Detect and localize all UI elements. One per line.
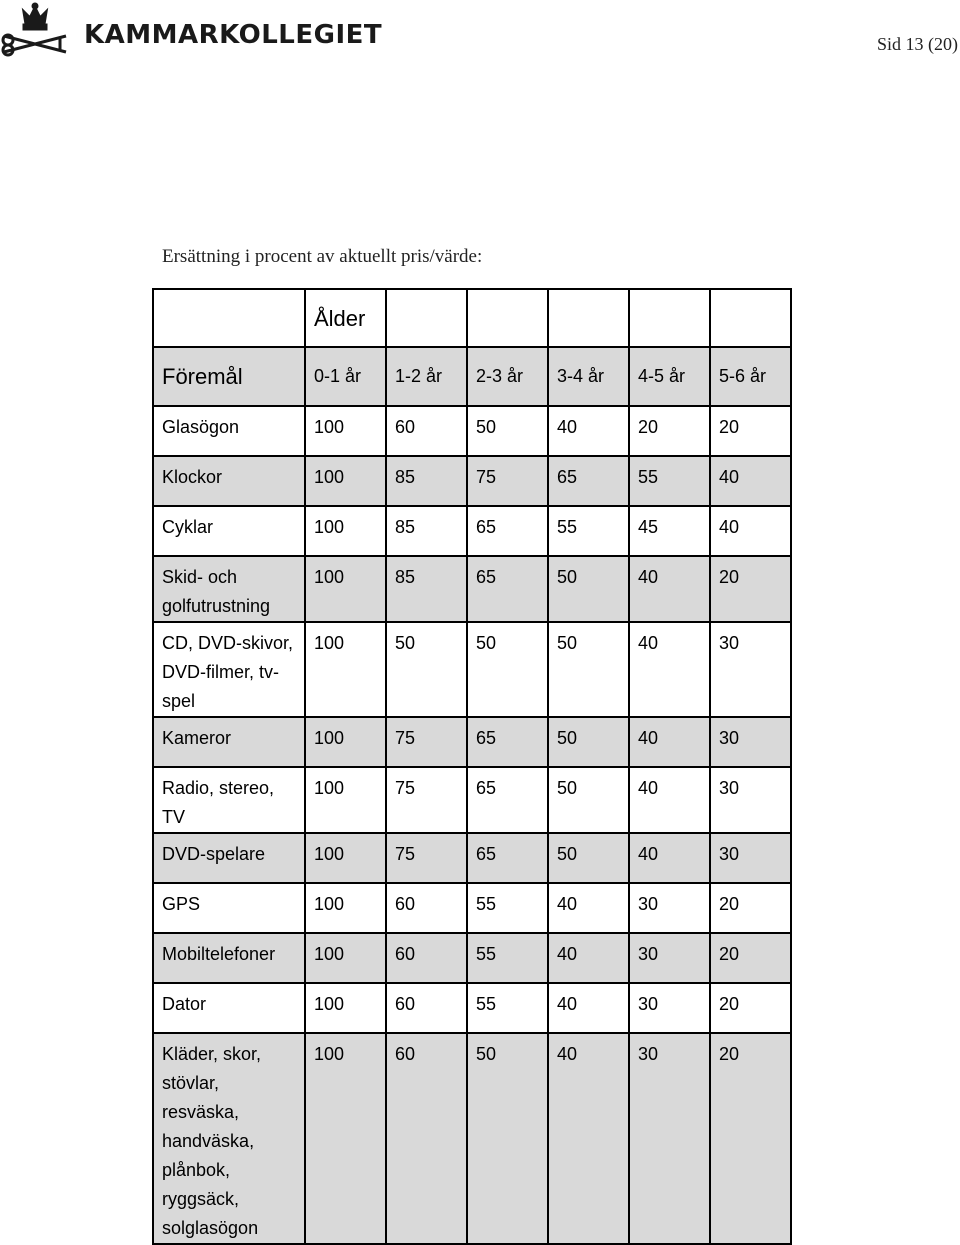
value-cell: 40 (548, 406, 629, 456)
value-cell: 100 (305, 456, 386, 506)
age-column-header: 5-6 år (710, 347, 791, 406)
value-cell: 85 (386, 506, 467, 556)
value-cell: 20 (710, 933, 791, 983)
value-cell: 50 (467, 622, 548, 717)
value-cell: 75 (386, 717, 467, 767)
value-cell: 55 (467, 883, 548, 933)
value-cell: 40 (629, 767, 710, 833)
value-cell: 100 (305, 933, 386, 983)
value-cell: 55 (629, 456, 710, 506)
value-cell: 30 (629, 1033, 710, 1244)
table-row (153, 767, 791, 833)
value-cell: 55 (467, 933, 548, 983)
value-cell: 40 (548, 883, 629, 933)
page-number: Sid 13 (20) (877, 34, 958, 54)
table-top-header-row (153, 289, 791, 347)
age-column-header: 1-2 år (386, 347, 467, 406)
value-cell: 40 (629, 556, 710, 622)
item-cell: Kameror (153, 717, 305, 767)
value-cell: 50 (548, 717, 629, 767)
table-row (153, 406, 791, 456)
table-row (153, 622, 791, 717)
value-cell: 65 (467, 767, 548, 833)
table-row (153, 717, 791, 767)
item-cell: Skid- och golfutrustning (153, 556, 305, 622)
value-cell: 45 (629, 506, 710, 556)
value-cell: 20 (710, 556, 791, 622)
value-cell: 65 (467, 833, 548, 883)
value-cell: 30 (710, 717, 791, 767)
table-row (153, 983, 791, 1033)
value-cell: 75 (386, 833, 467, 883)
age-column-header: 0-1 år (305, 347, 386, 406)
value-cell: 30 (710, 622, 791, 717)
value-cell: 40 (548, 983, 629, 1033)
table-row (153, 556, 791, 622)
value-cell: 30 (629, 933, 710, 983)
value-cell: 60 (386, 983, 467, 1033)
item-cell: Glasögon (153, 406, 305, 456)
item-cell: DVD-spelare (153, 833, 305, 883)
value-cell: 65 (467, 556, 548, 622)
value-cell: 65 (467, 506, 548, 556)
value-cell: 40 (548, 933, 629, 983)
age-column-header: 4-5 år (629, 347, 710, 406)
table-row (153, 506, 791, 556)
value-cell: 100 (305, 1033, 386, 1244)
value-cell: 20 (710, 983, 791, 1033)
value-cell: 50 (467, 1033, 548, 1244)
value-cell: 100 (305, 767, 386, 833)
value-cell: 20 (629, 406, 710, 456)
value-cell: 60 (386, 933, 467, 983)
value-cell: 60 (386, 883, 467, 933)
age-header: Ålder (305, 289, 386, 347)
value-cell: 75 (386, 767, 467, 833)
table-row (153, 1033, 791, 1244)
item-cell: Radio, stereo, TV (153, 767, 305, 833)
table-row (153, 456, 791, 506)
table-header-blank-cell (153, 289, 305, 347)
value-cell: 50 (467, 406, 548, 456)
table-column-header-row (153, 347, 791, 406)
item-cell: Kläder, skor, stövlar, resväska, handväska, plånbok, ryggsäck, solglasögon (153, 1033, 305, 1244)
value-cell: 50 (548, 556, 629, 622)
value-cell: 30 (710, 767, 791, 833)
age-column-header: 3-4 år (548, 347, 629, 406)
value-cell: 40 (710, 506, 791, 556)
item-cell: CD, DVD-skivor, DVD-filmer, tv-spel (153, 622, 305, 717)
value-cell: 100 (305, 883, 386, 933)
item-cell: Mobiltelefoner (153, 933, 305, 983)
value-cell: 30 (629, 883, 710, 933)
value-cell: 50 (548, 622, 629, 717)
value-cell: 75 (467, 456, 548, 506)
value-cell: 65 (467, 717, 548, 767)
value-cell: 40 (629, 622, 710, 717)
value-cell: 55 (467, 983, 548, 1033)
value-cell: 40 (710, 456, 791, 506)
value-cell: 40 (629, 717, 710, 767)
item-cell: Klockor (153, 456, 305, 506)
value-cell: 100 (305, 622, 386, 717)
value-cell: 85 (386, 556, 467, 622)
intro-text: Ersättning i procent av aktuellt pris/värde: (162, 246, 483, 267)
table-row (153, 833, 791, 883)
value-cell: 20 (710, 883, 791, 933)
value-cell: 100 (305, 556, 386, 622)
value-cell: 100 (305, 833, 386, 883)
value-cell: 55 (548, 506, 629, 556)
table-row (153, 933, 791, 983)
compensation-table (152, 288, 792, 1245)
value-cell: 65 (548, 456, 629, 506)
value-cell: 60 (386, 406, 467, 456)
value-cell: 50 (548, 767, 629, 833)
value-cell: 100 (305, 717, 386, 767)
value-cell: 20 (710, 1033, 791, 1244)
value-cell: 50 (548, 833, 629, 883)
value-cell: 50 (386, 622, 467, 717)
value-cell: 60 (386, 1033, 467, 1244)
kammarkollegiet-logo (0, 0, 383, 70)
value-cell: 100 (305, 983, 386, 1033)
item-cell: Cyklar (153, 506, 305, 556)
item-cell: GPS (153, 883, 305, 933)
item-header: Föremål (153, 347, 305, 406)
value-cell: 40 (629, 833, 710, 883)
crown-keys-icon (0, 0, 80, 64)
value-cell: 20 (710, 406, 791, 456)
value-cell: 85 (386, 456, 467, 506)
value-cell: 30 (629, 983, 710, 1033)
item-cell: Dator (153, 983, 305, 1033)
value-cell: 30 (710, 833, 791, 883)
value-cell: 100 (305, 506, 386, 556)
value-cell: 100 (305, 406, 386, 456)
logo-wordmark: KAMMARKOLLEGIET (84, 20, 383, 50)
value-cell: 40 (548, 1033, 629, 1244)
age-column-header: 2-3 år (467, 347, 548, 406)
table-row (153, 883, 791, 933)
